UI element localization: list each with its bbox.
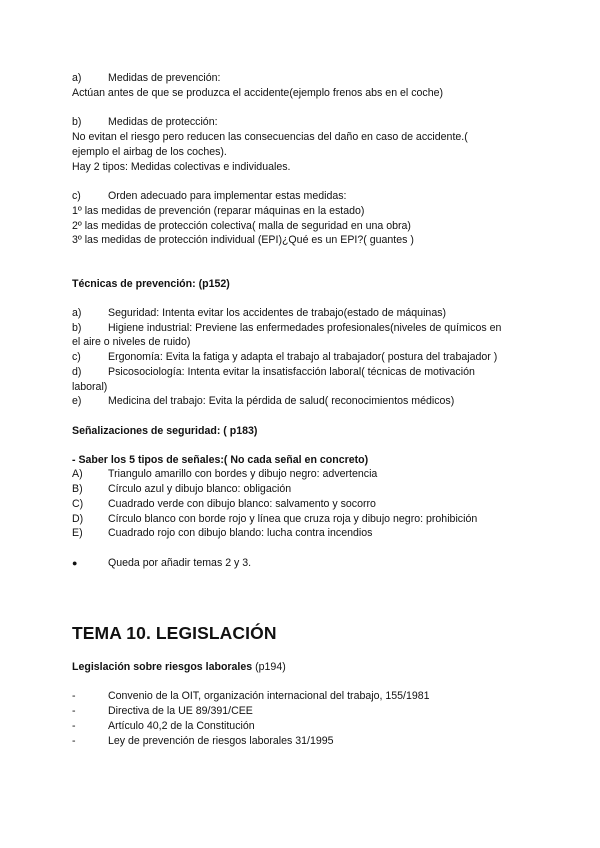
list-marker: e): [72, 395, 82, 407]
tecnicas-heading: Técnicas de prevención: (p152): [72, 278, 230, 290]
tema10-subtitle-page: (p194): [252, 661, 286, 673]
dash-marker: -: [72, 735, 76, 747]
note-line: [72, 556, 251, 571]
list-marker: a): [72, 72, 82, 84]
proteccion-title: Medidas de protección:: [108, 116, 218, 128]
senalizaciones-heading: Señalizaciones de seguridad: ( p183): [72, 425, 258, 437]
senal-item: [72, 497, 376, 512]
legislacion-item-text: Ley de prevención de riesgos laborales 31/1995: [108, 735, 334, 747]
legislacion-item-text: Artículo 40,2 de la Constitución: [108, 720, 255, 732]
proteccion-desc-1: No evitan el riesgo pero reducen las consecuencias del daño en caso de accidente.(: [72, 131, 468, 143]
proteccion-heading: [72, 115, 218, 130]
prevencion-desc: Actúan antes de que se produzca el accidente(ejemplo frenos abs en el coche): [72, 87, 444, 99]
senal-item-text: Triangulo amarillo con bordes y dibujo negro: advertencia: [108, 468, 378, 480]
tecnicas-item: [72, 394, 454, 409]
tecnicas-item-text: Higiene industrial: Previene las enfermedades profesionales(niveles de químicos en: [108, 322, 502, 334]
tecnicas-item: [72, 350, 497, 365]
list-marker: D): [72, 513, 84, 525]
list-marker: c): [72, 190, 81, 202]
senalizaciones-subheading: - Saber los 5 tipos de señales:( No cada señal en concreto): [72, 454, 369, 466]
senal-item-text: Cuadrado verde con dibujo blanco: salvamento y socorro: [108, 498, 376, 510]
dash-marker: -: [72, 720, 76, 732]
dash-marker: -: [72, 705, 76, 717]
list-marker: a): [72, 307, 82, 319]
senal-item: [72, 467, 377, 482]
list-marker: c): [72, 351, 81, 363]
proteccion-desc-3: Hay 2 tipos: Medidas colectivas e individuales.: [72, 161, 291, 173]
orden-item: 1º las medidas de prevención (reparar máquinas en la estado): [72, 205, 365, 217]
legislacion-item-text: Directiva de la UE 89/391/CEE: [108, 705, 253, 717]
senal-item: [72, 482, 291, 497]
proteccion-desc-2: ejemplo el airbag de los coches).: [72, 146, 227, 158]
bullet-icon: ●: [72, 558, 78, 568]
note-text: Queda por añadir temas 2 y 3.: [108, 557, 252, 569]
section-title: TEMA 10. LEGISLACIÓN: [72, 623, 277, 643]
list-marker: b): [72, 322, 82, 334]
tecnicas-item-cont: laboral): [72, 381, 108, 393]
legislacion-item: [72, 734, 334, 749]
tecnicas-item: [72, 321, 501, 336]
tema10-subtitle-bold: Legislación sobre riesgos laborales: [72, 661, 253, 673]
prevencion-heading: [72, 71, 220, 86]
orden-item: 2º las medidas de protección colectiva( malla de seguridad en una obra): [72, 220, 411, 232]
orden-title: Orden adecuado para implementar estas medidas:: [108, 190, 347, 202]
tecnicas-item-text: Psicosociología: Intenta evitar la insatisfacción laboral( técnicas de motivación: [108, 366, 475, 378]
orden-item: 3º las medidas de protección individual (EPI)¿Qué es un EPI?( guantes ): [72, 234, 414, 246]
senal-item-text: Cuadrado rojo con dibujo blando: lucha contra incendios: [108, 527, 373, 539]
tecnicas-item-text: Ergonomía: Evita la fatiga y adapta el trabajo al trabajador( postura del trabajador ): [108, 351, 498, 363]
prevencion-title: Medidas de prevención:: [108, 72, 221, 84]
list-marker: A): [72, 468, 83, 480]
tecnicas-item-text: Seguridad: Intenta evitar los accidentes de trabajo(estado de máquinas): [108, 307, 447, 319]
tecnicas-item: [72, 365, 475, 380]
list-marker: E): [72, 527, 83, 539]
tema10-subtitle: [72, 660, 286, 675]
legislacion-item: [72, 689, 430, 704]
legislacion-item-text: Convenio de la OIT, organización internacional del trabajo, 155/1981: [108, 690, 430, 702]
tecnicas-item-cont: el aire o niveles de ruido): [72, 336, 191, 348]
senal-item: [72, 512, 477, 527]
legislacion-item: [72, 719, 255, 734]
list-marker: b): [72, 116, 82, 128]
list-marker: C): [72, 498, 84, 510]
orden-heading: [72, 189, 347, 204]
legislacion-item: [72, 704, 253, 719]
senal-item: [72, 526, 372, 541]
tecnicas-item-text: Medicina del trabajo: Evita la pérdida de salud( reconocimientos médicos): [108, 395, 455, 407]
list-marker: B): [72, 483, 83, 495]
dash-marker: -: [72, 690, 76, 702]
tecnicas-item: [72, 306, 446, 321]
senal-item-text: Círculo azul y dibujo blanco: obligación: [108, 483, 292, 495]
senal-item-text: Círculo blanco con borde rojo y línea que cruza roja y dibujo negro: prohibición: [108, 513, 478, 525]
list-marker: d): [72, 366, 82, 378]
